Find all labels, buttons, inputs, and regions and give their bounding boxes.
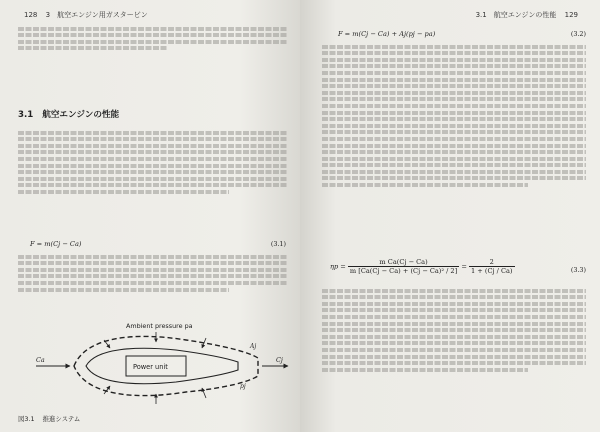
right-body-text-1: [322, 42, 586, 190]
section-body-text: [18, 128, 288, 197]
figure-caption: 図3.1 推進システム: [18, 415, 81, 423]
right-body-text-2: [322, 286, 586, 374]
aj-label: Aj: [250, 343, 257, 350]
section-heading: 3.1 航空エンジンの性能: [18, 110, 120, 120]
equation-3-1: F = m(Cj − Ca): [30, 240, 82, 248]
ambient-pressure-label: Ambient pressure pa: [126, 322, 193, 330]
equation-3-2: F = m(Cj − Ca) + Aj(pj − pa): [338, 30, 436, 38]
right-page-number: 129: [564, 11, 578, 19]
right-page: [300, 0, 600, 432]
right-running-head-title: 3.1 航空エンジンの性能: [475, 11, 557, 19]
cj-label: Cj: [276, 356, 283, 364]
left-page-number: 128: [24, 11, 38, 19]
equation-3-1-number: (3.1): [270, 240, 286, 248]
power-unit-label: Power unit: [133, 363, 168, 371]
equation-explanation-text: [18, 252, 288, 294]
propulsion-system-figure: [26, 318, 296, 410]
equation-3-3: ηp = $\frac{\text{m Ca(Cj − Ca)}}{\text{m [Ca(Cj − Ca) + (Cj − Ca)² / 2]}}$ = $\frac{2}{1 + (Cj / Ca)}$: [330, 258, 513, 275]
ca-label: Ca: [36, 356, 45, 364]
left-running-head: [18, 10, 148, 20]
right-running-head: [476, 10, 584, 20]
equation-3-2-number: (3.2): [570, 30, 586, 38]
left-running-head-title: 3 航空エンジン用ガスタービン: [45, 11, 148, 19]
pj-label: pj: [240, 383, 246, 390]
equation-3-3-number: (3.3): [570, 266, 586, 274]
intro-paragraph: [18, 24, 288, 53]
